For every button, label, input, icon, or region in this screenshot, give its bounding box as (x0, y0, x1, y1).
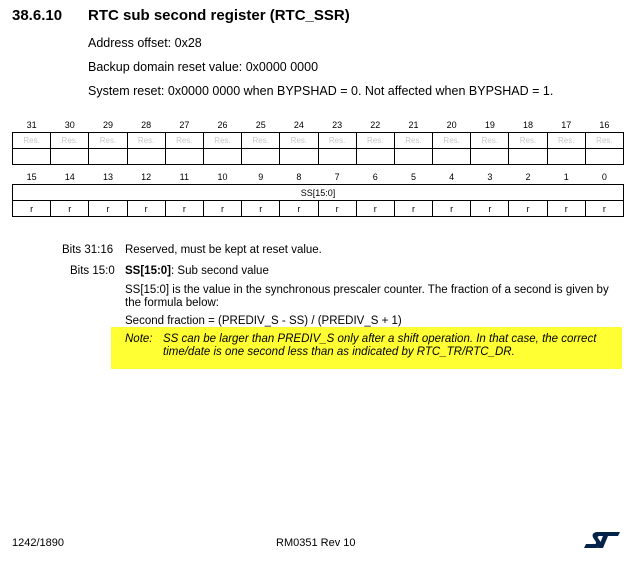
empty-access-cell (509, 149, 547, 165)
bit-number-4: 11 (179, 172, 190, 182)
section-title: RTC sub second register (RTC_SSR) (88, 7, 350, 24)
reserved-cell-8: Res. (318, 133, 356, 149)
bits-15-0-desc: SS[15:0] is the value in the synchronous prescaler counter. The fraction of a second is given by the formula below: (125, 284, 609, 309)
empty-access-cell (51, 149, 89, 165)
reserved-cell-10: Res. (394, 133, 432, 149)
access-row (13, 201, 624, 217)
bit-number-10: 21 (408, 120, 419, 130)
bit-number-4: 27 (179, 120, 190, 130)
reserved-cell-2: Res. (89, 133, 127, 149)
empty-access-cell (585, 149, 623, 165)
access-cell-13: r (509, 201, 547, 217)
register-lower-table (12, 170, 624, 217)
reserved-cell-6: Res. (242, 133, 280, 149)
bit-number-13: 18 (523, 120, 534, 130)
bit-number-15: 0 (601, 172, 607, 182)
bit-number-14: 17 (561, 120, 572, 130)
bit-number-5: 10 (217, 172, 228, 182)
access-cell-8: r (318, 201, 356, 217)
note-label: Note: (125, 333, 153, 345)
access-cell-0: r (13, 201, 51, 217)
access-cell-2: r (89, 201, 127, 217)
field-ss: SS[15:0] (13, 185, 624, 201)
empty-access-cell (127, 149, 165, 165)
access-cell-4: r (165, 201, 203, 217)
access-cell-6: r (242, 201, 280, 217)
reserved-cell-3: Res. (127, 133, 165, 149)
register-upper-table (12, 118, 624, 165)
reserved-cell-4: Res. (165, 133, 203, 149)
bit-number-8: 7 (334, 172, 340, 182)
st-logo-icon (582, 530, 622, 550)
bit-number-15: 16 (599, 120, 610, 130)
bit-number-9: 6 (372, 172, 378, 182)
bit-number-11: 20 (446, 120, 457, 130)
bit-number-14: 1 (563, 172, 569, 182)
access-cell-5: r (203, 201, 241, 217)
st-logo (582, 530, 622, 555)
page-number: 1242/1890 (12, 537, 64, 549)
bit-number-5: 26 (217, 120, 228, 130)
access-cell-9: r (356, 201, 394, 217)
bit-number-8: 23 (332, 120, 343, 130)
upper-bit-numbers (13, 118, 624, 133)
access-cell-15: r (585, 201, 623, 217)
bit-number-7: 8 (296, 172, 302, 182)
empty-access-cell (471, 149, 509, 165)
reserved-cell-0: Res. (13, 133, 51, 149)
bits-15-0-title (125, 265, 269, 278)
access-cell-3: r (127, 201, 165, 217)
bit-number-2: 13 (102, 172, 113, 182)
bit-number-6: 9 (258, 172, 264, 182)
access-cell-10: r (394, 201, 432, 217)
access-cell-14: r (547, 201, 585, 217)
bit-number-2: 29 (102, 120, 113, 130)
bit-number-0: 31 (26, 120, 37, 130)
bit-number-1: 14 (64, 172, 75, 182)
bit-number-11: 4 (449, 172, 455, 182)
bit-number-3: 12 (141, 172, 152, 182)
empty-access-cell (242, 149, 280, 165)
empty-access-cell (433, 149, 471, 165)
reserved-cell-5: Res. (203, 133, 241, 149)
reserved-cell-15: Res. (585, 133, 623, 149)
reserved-cell-14: Res. (547, 133, 585, 149)
section-number: 38.6.10 (12, 7, 63, 24)
empty-access-cell (165, 149, 203, 165)
reserved-cell-13: Res. (509, 133, 547, 149)
bit-number-6: 25 (255, 120, 266, 130)
bit-number-9: 22 (370, 120, 381, 130)
access-cell-7: r (280, 201, 318, 217)
reserved-cell-11: Res. (433, 133, 471, 149)
address-offset: Address offset: 0x28 (88, 36, 202, 50)
bit-number-0: 15 (26, 172, 37, 182)
empty-access-cell (318, 149, 356, 165)
bit-number-7: 24 (293, 120, 304, 130)
empty-access-cell (394, 149, 432, 165)
empty-access-cell (356, 149, 394, 165)
bit-number-10: 5 (410, 172, 416, 182)
lower-bit-numbers (13, 170, 624, 185)
bit-number-13: 2 (525, 172, 531, 182)
field-row (13, 185, 624, 201)
bits-31-16-text: Reserved, must be kept at reset value. (125, 244, 322, 256)
empty-access-cell (89, 149, 127, 165)
bit-number-12: 19 (484, 120, 495, 130)
system-reset-value: System reset: 0x0000 0000 when BYPSHAD = 0. Not affected when BYPSHAD = 1. (88, 84, 554, 98)
upper-empty-row (13, 149, 624, 165)
empty-access-cell (13, 149, 51, 165)
document-id: RM0351 Rev 10 (276, 537, 356, 549)
bits-31-16-range: Bits 31:16 (62, 244, 114, 256)
access-cell-12: r (471, 201, 509, 217)
field-suffix: : Sub second value (171, 265, 269, 277)
field-name: SS[15:0] (125, 265, 172, 277)
note-text: SS can be larger than PREDIV_S only after a shift operation. In that case, the correct time/date is one second less than as indicated by RTC_TR/RTC_DR. (163, 333, 597, 358)
reserved-cell-1: Res. (51, 133, 89, 149)
empty-access-cell (203, 149, 241, 165)
bits-15-0-range: Bits 15:0 (70, 265, 115, 277)
formula: Second fraction = (PREDIV_S - SS) / (PREDIV_S + 1) (125, 315, 402, 327)
backup-reset-value: Backup domain reset value: 0x0000 0000 (88, 60, 319, 74)
upper-reserved-row (13, 133, 624, 149)
reserved-cell-7: Res. (280, 133, 318, 149)
reserved-cell-12: Res. (471, 133, 509, 149)
bit-number-1: 30 (64, 120, 75, 130)
reserved-cell-9: Res. (356, 133, 394, 149)
empty-access-cell (547, 149, 585, 165)
access-cell-1: r (51, 201, 89, 217)
access-cell-11: r (433, 201, 471, 217)
bit-number-3: 28 (141, 120, 152, 130)
bit-number-12: 3 (487, 172, 493, 182)
empty-access-cell (280, 149, 318, 165)
